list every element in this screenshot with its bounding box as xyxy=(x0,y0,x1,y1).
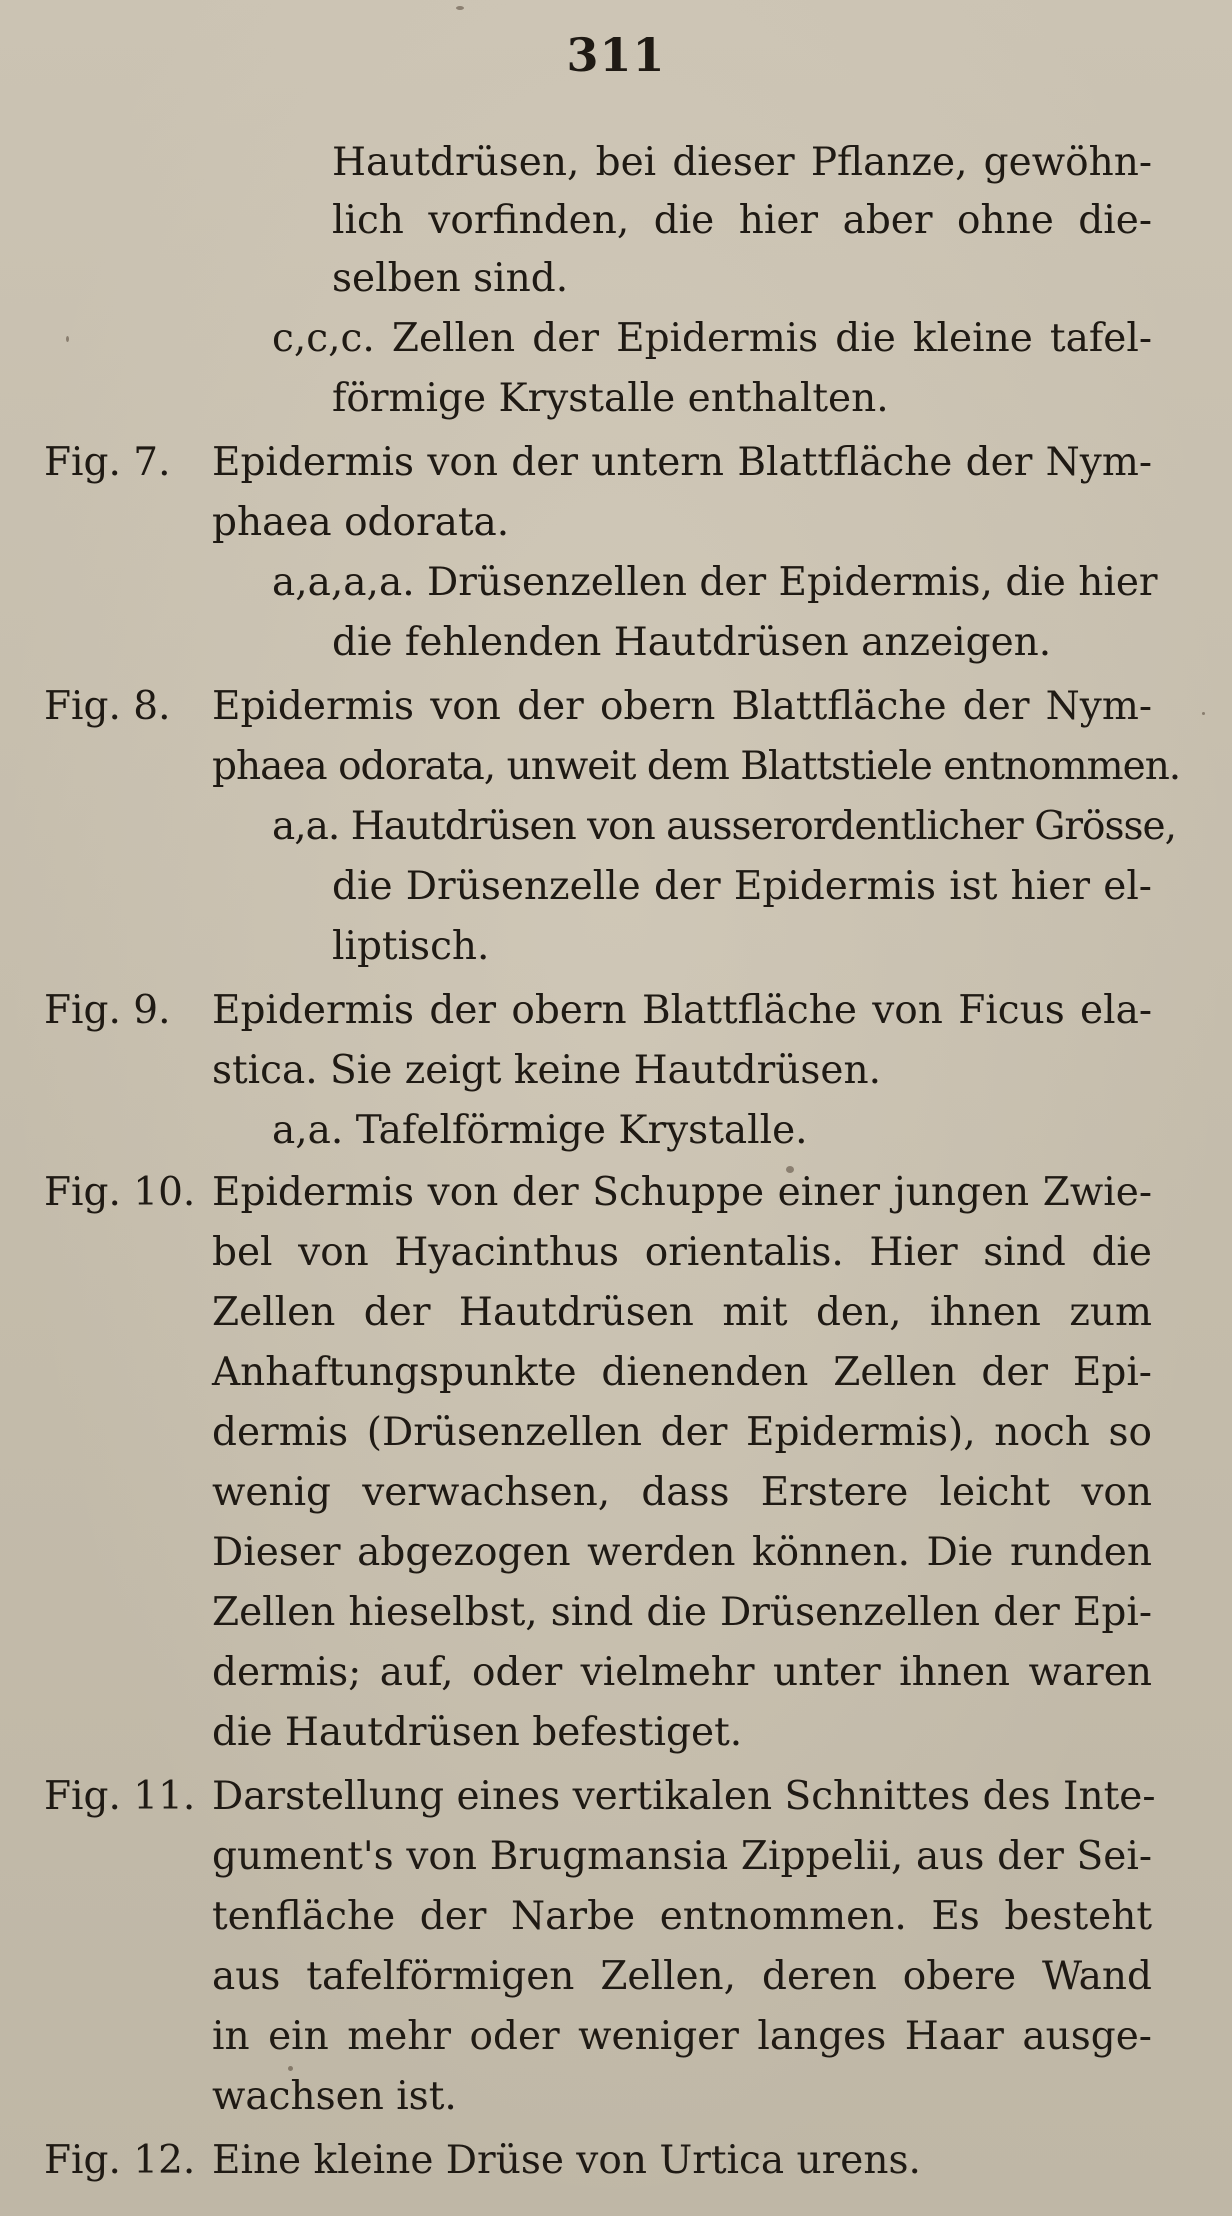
paper-speck xyxy=(66,336,69,342)
text-line: phaea odorata. xyxy=(212,500,510,545)
figure-label-11: Fig. 11. xyxy=(44,1774,196,1819)
text-line: die Hautdrüsen befestiget. xyxy=(212,1710,743,1755)
text-line: wenig verwachsen, dass Erstere leicht von xyxy=(212,1470,1152,1515)
text-line: liptisch. xyxy=(332,924,490,969)
figure-label-10: Fig. 10. xyxy=(44,1170,196,1215)
figure-label-9: Fig. 9. xyxy=(44,988,171,1033)
text-line: die Drüsenzelle der Epidermis ist hier el- xyxy=(332,864,1152,909)
text-line: förmige Krystalle enthalten. xyxy=(332,376,889,421)
text-line: a,a. Hautdrüsen von ausserordentlicher Grösse, xyxy=(272,804,1176,849)
text-line: phaea odorata, unweit dem Blattstiele entnommen. xyxy=(212,744,1181,789)
text-line: Eine kleine Drüse von Urtica urens. xyxy=(212,2138,921,2183)
figure-label-8: Fig. 8. xyxy=(44,684,171,729)
text-line: gument's von Brugmansia Zippelii, aus der Sei- xyxy=(212,1834,1152,1879)
text-line: selben sind. xyxy=(332,256,569,301)
text-line: Anhaftungspunkte dienenden Zellen der Epi- xyxy=(212,1350,1152,1395)
text-line: lich vorfinden, die hier aber ohne die- xyxy=(332,198,1152,243)
text-line: Epidermis von der untern Blattfläche der Nym- xyxy=(212,440,1152,485)
text-line: in ein mehr oder weniger langes Haar ausge- xyxy=(212,2014,1152,2059)
paper-speck xyxy=(786,1166,794,1173)
text-line: Epidermis der obern Blattfläche von Ficus ela- xyxy=(212,988,1152,1033)
text-line: die fehlenden Hautdrüsen anzeigen. xyxy=(332,620,1052,665)
paper-speck xyxy=(288,2066,293,2071)
text-line: Epidermis von der Schuppe einer jungen Zwie- xyxy=(212,1170,1152,1215)
text-line: dermis (Drüsenzellen der Epidermis), noch so xyxy=(212,1410,1152,1455)
text-line: c,c,c. Zellen der Epidermis die kleine tafel- xyxy=(272,316,1152,361)
text-line: wachsen ist. xyxy=(212,2074,457,2119)
text-line: Darstellung eines vertikalen Schnittes des Inte- xyxy=(212,1774,1156,1819)
text-line: bel von Hyacinthus orientalis. Hier sind die xyxy=(212,1230,1152,1275)
paper-speck xyxy=(1202,712,1205,715)
page-number: 311 xyxy=(566,28,666,82)
figure-label-7: Fig. 7. xyxy=(44,440,171,485)
text-line: Zellen der Hautdrüsen mit den, ihnen zum xyxy=(212,1290,1152,1335)
text-line: Hautdrüsen, bei dieser Pflanze, gewöhn- xyxy=(332,140,1152,185)
text-line: tenfläche der Narbe entnommen. Es besteht xyxy=(212,1894,1152,1939)
text-line: stica. Sie zeigt keine Hautdrüsen. xyxy=(212,1048,882,1093)
text-line: dermis; auf, oder vielmehr unter ihnen waren xyxy=(212,1650,1152,1695)
figure-label-12: Fig. 12. xyxy=(44,2138,196,2183)
text-line: a,a. Tafelförmige Krystalle. xyxy=(272,1108,808,1153)
text-line: Zellen hieselbst, sind die Drüsenzellen der Epi- xyxy=(212,1590,1152,1635)
paper-speck xyxy=(456,6,464,10)
text-line: Epidermis von der obern Blattfläche der Nym- xyxy=(212,684,1152,729)
text-line: aus tafelförmigen Zellen, deren obere Wand xyxy=(212,1954,1152,1999)
text-line: Dieser abgezogen werden können. Die runden xyxy=(212,1530,1152,1575)
text-line: a,a,a,a. Drüsenzellen der Epidermis, die hier xyxy=(272,560,1158,605)
